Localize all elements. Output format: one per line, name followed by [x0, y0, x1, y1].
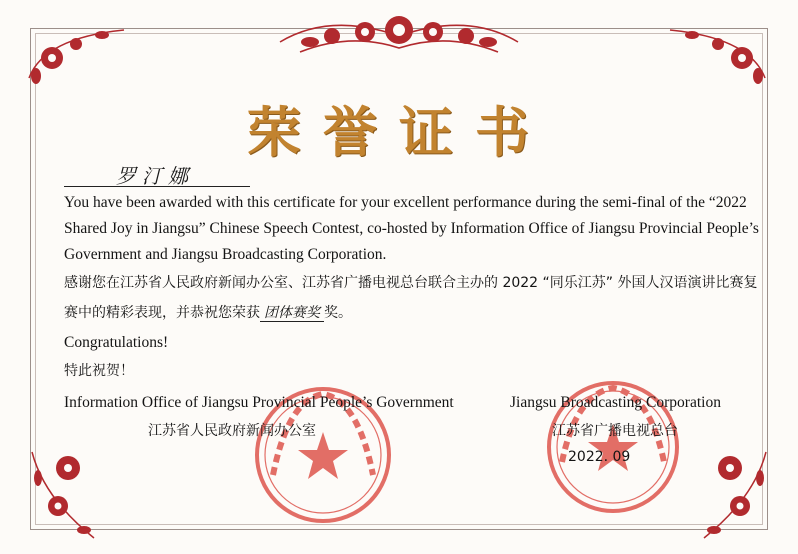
body-cn-line-1: 感谢您在江苏省人民政府新闻办公室、江苏省广播电视总台联合主办的 2022 “同乐江苏” 外国人汉语演讲比赛复 [64, 275, 758, 291]
recipient-signature: 罗汀娜 [116, 164, 194, 188]
award-name: 团体赛奖 [260, 305, 324, 322]
body-en-line-2: Shared Joy in Jiangsu” Chinese Speech Contest, co-hosted by Information Office of Jiangsu Provincial People’s [64, 220, 759, 237]
bottom-right-floral-ornament [694, 448, 774, 544]
body-cn-line-2-before: 赛中的精彩表现，并恭祝您荣获 [64, 305, 260, 321]
issuer-left-name-cn: 江苏省人民政府新闻办公室 [148, 423, 316, 439]
recipient-line [64, 160, 250, 187]
issue-date: 2022. 09 [568, 449, 631, 465]
body-en-line-1: You have been awarded with this certificate for your excellent performance during the semi-final of the “2022 [64, 194, 747, 211]
certificate-title: 荣誉证书 [247, 100, 551, 164]
top-right-floral-ornament [660, 18, 770, 88]
top-floral-ornament [270, 2, 528, 66]
issuer-left-name-en: Information Office of Jiangsu Provincial People’s Government [64, 394, 454, 411]
issuer-right-name-cn: 江苏省广播电视总台 [552, 423, 678, 439]
body-cn-line-2-after: 奖。 [324, 305, 352, 321]
body-en-line-3: Government and Jiangsu Broadcasting Corporation. [64, 246, 387, 263]
top-left-floral-ornament [24, 18, 134, 88]
body-cn-line-2 [64, 300, 352, 326]
issuer-right-name-en: Jiangsu Broadcasting Corporation [510, 394, 721, 411]
bottom-left-floral-ornament [24, 448, 104, 544]
congrats-en: Congratulations! [64, 334, 169, 351]
congrats-cn: 特此祝贺！ [64, 363, 134, 379]
